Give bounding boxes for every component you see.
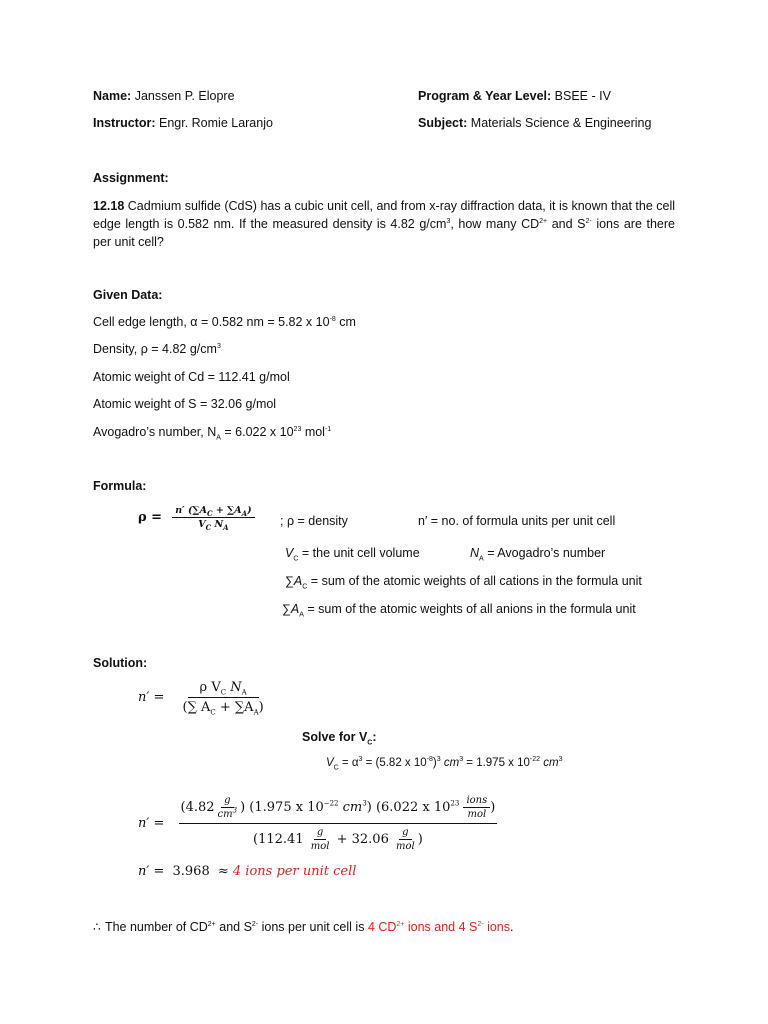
conclusion: ∴ The number of $CD^{2+}$ and $S^{2-}$ ions per unit cell is 4 $CD^{2+}$ ions and 4 $S^{2-}$ ions. [93, 920, 514, 934]
given-heading: Given Data: [93, 288, 163, 302]
def-sum-aa: $\sum A_A$ = sum of the atomic weights of all anions in the formula unit [282, 602, 636, 619]
program-field [418, 89, 611, 103]
problem-statement: 12.18 Cadmium sulfide (CdS) has a cubic unit cell, and from x-ray diffraction data, it is known that the cell edge length is 0.582 nm. If the measured density is 4.82 $g/cm^3$, how many $CD^{2+}$ and $S^{2-}$ ions are there per unit cell? [93, 199, 676, 249]
equation-n-prime-substituted: n′ = (4.82 $\frac{g}{cm^3}$ ) (1.975 x $10^{-22}$ $cm^3$) (6.022 x $10^{23}$ $\frac{\text{ions}}{\text{mol}}$ ) (112.41 $\frac{g}{\text{mol}}$ + 32.06 $\frac{g}{\text{mol}}$ ) [138, 795, 496, 852]
subject-field [418, 116, 651, 130]
given-density: Density, ρ = 4.82 $g/cm^3$ [93, 342, 221, 356]
name-label: Name: [93, 89, 132, 103]
subject-value: Materials Science & Engineering [470, 116, 652, 130]
density-formula: ρ = $\frac{n' (\sum A_C + \sum A_A)}{V_C N_A}$ [138, 505, 255, 530]
def-vc: $V_C$ = the unit cell volume [285, 546, 420, 563]
instructor-label: Instructor: [93, 116, 156, 130]
def-na: $N_A$ = Avogadro’s number [470, 546, 606, 563]
given-atomic-weight-cd: Atomic weight of Cd = 112.41 g/mol [93, 370, 290, 384]
given-avogadro: Avogadro’s number, $N_A = 6.022$ x $10^{23}$ mol$^{-1}$ [93, 425, 332, 442]
name-value: Janssen P. Elopre [134, 89, 235, 103]
given-atomic-weight-s: Atomic weight of S = 32.06 g/mol [93, 397, 277, 411]
result-answer: 4 ions per unit cell [232, 864, 357, 879]
solve-vc-heading: Solve for $V_C$: [302, 730, 377, 747]
problem-number: 12.18 [93, 199, 125, 213]
solution-heading: Solution: [93, 656, 148, 670]
result-line: n′ = 3.968 ≈ 4 ions per unit cell [138, 864, 357, 879]
program-value: BSEE - IV [554, 89, 611, 103]
instructor-field [93, 116, 273, 130]
instructor-value: Engr. Romie Laranjo [158, 116, 273, 130]
given-edge-length: Cell edge length, α = 0.582 nm = 5.82 x $10^{-8}$ cm [93, 315, 356, 329]
subject-label: Subject: [418, 116, 468, 130]
def-density: ; ρ = density [280, 514, 348, 528]
conclusion-answer: 4 $CD^{2+}$ ions and 4 $S^{2-}$ ions [367, 920, 511, 934]
name-field [93, 89, 235, 103]
formula-heading: Formula: [93, 479, 147, 493]
assignment-heading: Assignment: [93, 171, 169, 185]
def-n-prime: n′ = no. of formula units per unit cell [418, 514, 616, 528]
program-label: Program & Year Level: [418, 89, 552, 103]
equation-n-prime-general: n′ = $\frac{\rho V_C N_A}{(\sum A_C + \sum A_A)}$ [138, 680, 264, 717]
def-sum-ac: $\sum A_C$ = sum of the atomic weights of all cations in the formula unit [285, 574, 642, 591]
vc-calculation: $V_C = \alpha^3 = (5.82$ x $10^{-8})^3$ $cm^3 = 1.975$ x $10^{-22}$ $cm^3$ [326, 756, 563, 772]
